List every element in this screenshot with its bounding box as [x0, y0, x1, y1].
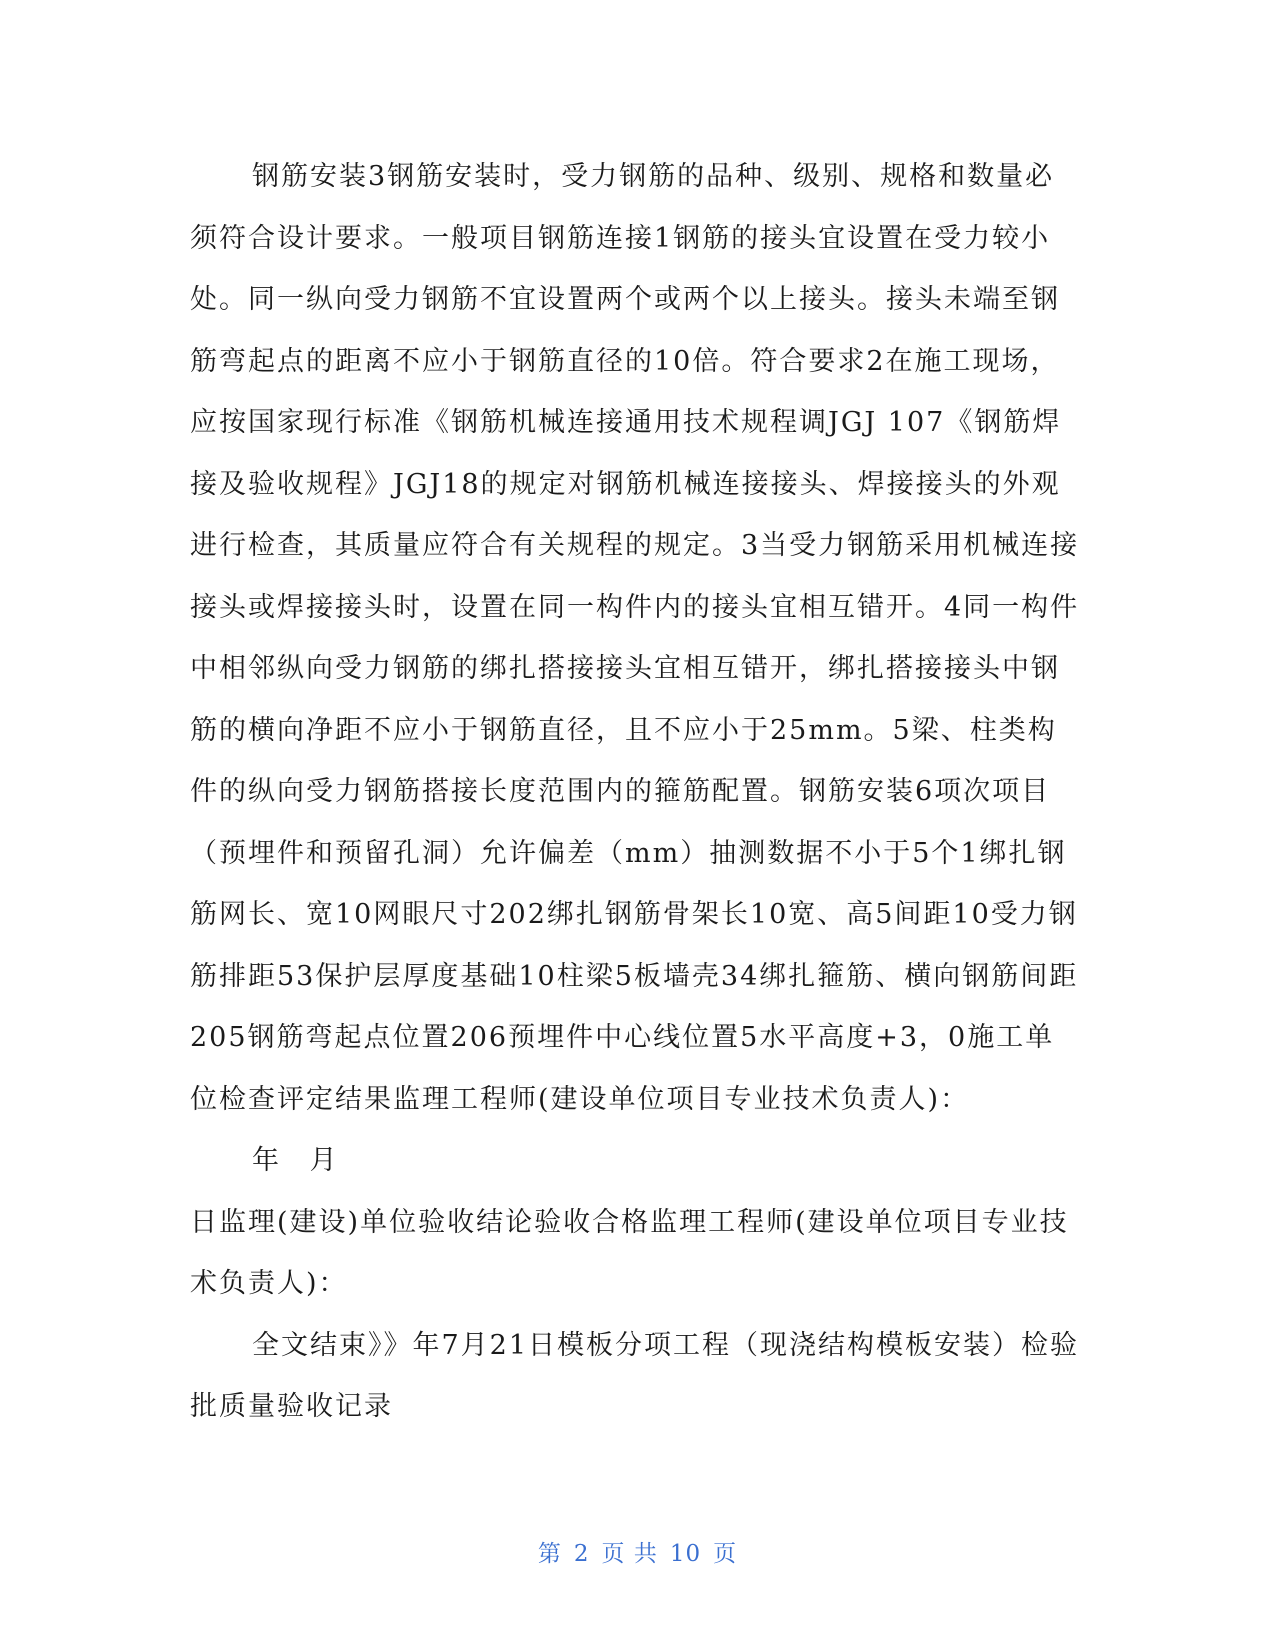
document-body [190, 146, 1080, 1438]
page-label-prefix: 第 [537, 1541, 562, 1567]
page-footer [0, 1535, 1275, 1568]
current-page-number: 2 [573, 1541, 590, 1567]
page-label-mid: 页 共 [601, 1541, 658, 1567]
total-pages-number: 10 [669, 1541, 702, 1567]
paragraph-document-end: 全文结束》》年7月21日模板分项工程（现浇结构模板安装）检验批质量验收记录 [190, 1329, 1080, 1422]
paragraph-acceptance-conclusion: 日监理(建设)单位验收结论验收合格监理工程师(建设单位项目专业技术负责人)： [190, 1206, 1069, 1299]
paragraph-rebar-installation: 钢筋安装3钢筋安装时，受力钢筋的品种、级别、规格和数量必须符合设计要求。一般项目钢筋连接1钢筋的接头宜设置在受力较小处。同一纵向受力钢筋不宜设置两个或两个以上接头。接头未端至钢筋弯起点的距离不应小于钢筋直径的10倍。符合要求2在施工现场，应按国家现行标准《钢筋机械连接通用技术规程调JGJ 107《钢筋焊接及验收规程》JGJ18的规定对钢筋机械连接接头、焊接接头的外观进行检查，其质量应符合有关规程的规定。3当受力钢筋采用机械连接接头或焊接接头时，设置在同一构件内的接头宜相互错开。4同一构件中相邻纵向受力钢筋的绑扎搭接接头宜相互错开，绑扎搭接接头中钢筋的横向净距不应小于钢筋直径，且不应小于25mm。5梁、柱类构件的纵向受力钢筋搭接长度范围内的箍筋配置。钢筋安装6项次项目（预埋件和预留孔洞）允许偏差（mm）抽测数据不小于5个1绑扎钢筋网长、宽10网眼尺寸202绑扎钢筋骨架长10宽、高5间距10受力钢筋排距53保护层厚度基础10柱梁5板墙壳34绑扎箍筋、横向钢筋间距205钢筋弯起点位置206预埋件中心线位置5水平高度+3，0施工单位检查评定结果监理工程师(建设单位项目专业技术负责人)： [190, 161, 1080, 1115]
page-label-suffix: 页 [713, 1541, 738, 1567]
date-line: 年 月 [252, 1145, 339, 1176]
